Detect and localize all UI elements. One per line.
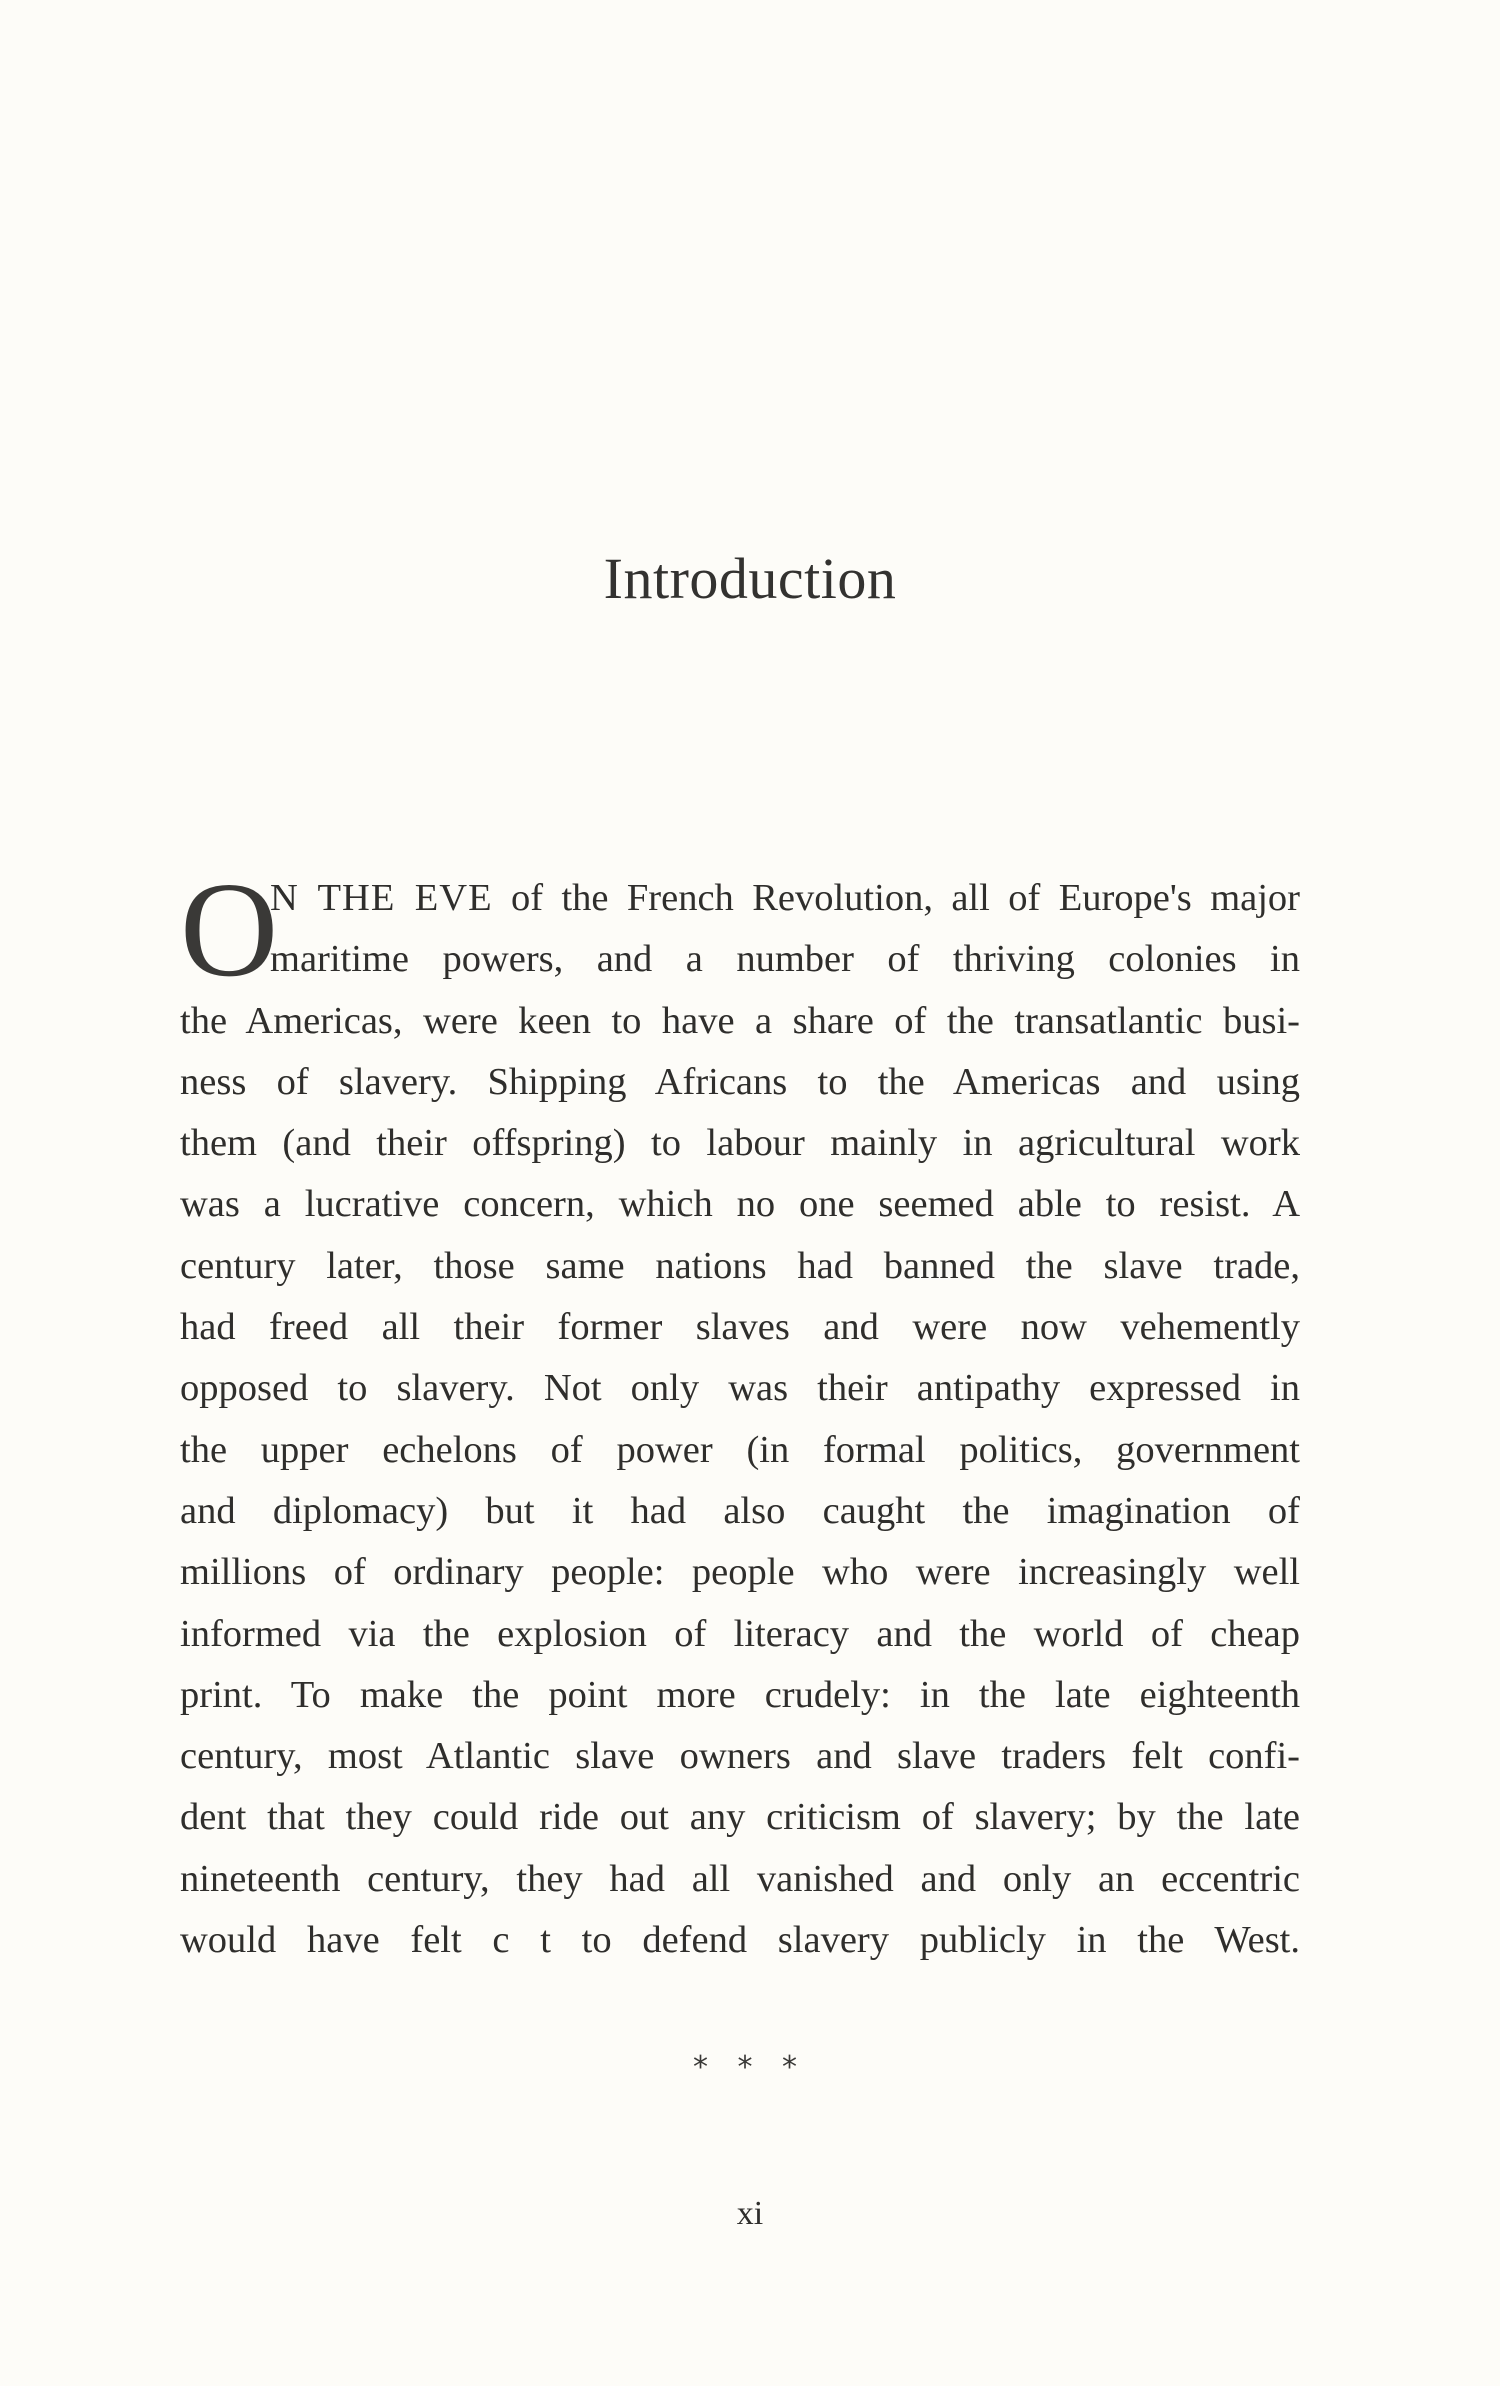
paragraph-line: print. To make the point more crudely: in the late eighteenth: [180, 1673, 1300, 1716]
drop-cap: O: [180, 855, 279, 1005]
paragraph-line: nineteenth century, they had all vanished and only an eccentric: [180, 1857, 1300, 1900]
paragraph-line: century later, those same nations had banned the slave trade,: [180, 1244, 1300, 1287]
paragraph-line: the Americas, were keen to have a share of the transatlantic busi-: [180, 999, 1300, 1042]
paragraph-line: informed via the explosion of literacy and the world of cheap: [180, 1612, 1300, 1655]
paragraph-line: and diplomacy) but it had also caught the imagination of: [180, 1489, 1300, 1532]
paragraph-line: opposed to slavery. Not only was their antipathy expressed in: [180, 1367, 1300, 1410]
paragraph-line: maritime powers, and a number of thriving colonies in: [270, 938, 1300, 981]
paragraph-line: them (and their offspring) to labour mainly in agricultural work: [180, 1122, 1300, 1165]
paragraph-line: the upper echelons of power (in formal politics, government: [180, 1428, 1300, 1471]
chapter-title: Introduction: [603, 546, 897, 611]
page-number: xi: [736, 2195, 764, 2232]
paragraph-line: [270, 868, 1300, 929]
paragraph-line: would have felt c t to defend slavery publicly in the West.: [180, 1919, 1300, 1962]
lead-in-small-caps: N THE EVE: [270, 877, 493, 919]
section-break-asterisks: * * *: [692, 2050, 808, 2085]
paragraph-line: ness of slavery. Shipping Africans to the Americas and using: [180, 1060, 1300, 1103]
line-text: of the French Revolution, all of Europe's major: [492, 877, 1300, 919]
body-paragraph: [180, 855, 1300, 1971]
paragraph-line: millions of ordinary people: people who were increasingly well: [180, 1551, 1300, 1594]
paragraph-line: had freed all their former slaves and were now vehemently: [180, 1306, 1300, 1349]
paragraph-line: century, most Atlantic slave owners and slave traders felt confi-: [180, 1735, 1300, 1778]
paragraph-line: dent that they could ride out any criticism of slavery; by the late: [180, 1796, 1300, 1839]
paragraph-line: was a lucrative concern, which no one seemed able to resist. A: [180, 1183, 1300, 1226]
